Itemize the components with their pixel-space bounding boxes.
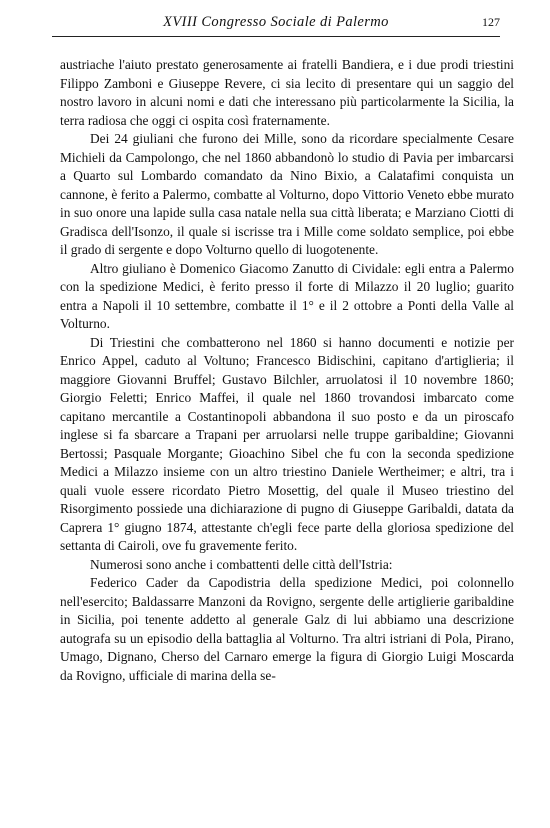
paragraph: Numerosi sono anche i combattenti delle città dell'Istria: [90,556,393,572]
running-header [52,14,500,38]
paragraph: Di Triestini che combatterono nel 1860 si hanno documenti e notizie per Enrico Appel, caduto al Voltuno; Francesco Bidischini, capitano d'artiglieria; il maggiore Giovanni Bruffel; Gustavo Bilchler, arruolatosi il 10 novembre 1860; Giorgio Feletti; Enrico Maffei, il quale nel 1860 trovandosi imbarcato come capitano mercantile a Costantinopoli abbandona il suo posto e da un piroscafo inglese si fa sbarcare a Trapani per arruolarsi nelle truppe garibaldine; Giovanni Bertossi; Pasquale Morgante; Gioachino Sibel che fu con la seconda spedizione Medici a Milazzo insieme con un altro triestino Daniele Wertheimer; e altri, tra i quali vuole essere ricordato Pietro Mosettig, del quale il Museo triestino del Risorgimento possiede una dichiarazione di pugno di Giuseppe Garibaldi, datata da Caprera 1° giugno 1874, attestante ch'egli fece parte della gloriosa spedizione del settanta di Cairoli, ove fu gravemente ferito. [60,334,514,553]
paragraph: Altro giuliano è Domenico Giacomo Zanutto di Cividale: egli entra a Palermo con la spedizione Medici, è ferito presso il forte di Milazzo il 20 luglio; guarito entra a Napoli il 10 settembre, combatte il 1° e il 2 ottobre a Ponti della Valle al Volturno. [60,260,514,331]
header-rule [52,36,500,37]
page-number: 127 [482,15,500,29]
paragraph: austriache l'aiuto prestato generosamente ai fratelli Bandiera, e i due prodi triestini Filippo Zamboni e Giuseppe Revere, ci sia lecito di presentare qui un saggio del nostro lavoro in alcuni nomi e dati che interessano più particolarmente la Sicilia, la terra radiosa che oggi ci ospita così fraternamente. [60,57,514,128]
paragraph: Dei 24 giuliani che furono dei Mille, sono da ricordare specialmente Cesare Michieli da Campolongo, che nel 1860 abbandonò lo studio di Pavia per imbarcarsi a Quarto sul Lombardo comandato da Nino Bixio, a Calatafimi conquista un cannone, è ferito a Palermo, combatte al Volturno, dopo Vittorio Veneto ebbe murato in suo onore una lapide sulla casa natale nella sua città liberata; e Marziano Ciotti di Gradisca dell'Isonzo, il quale si iscrisse tra i Mille come soldato semplice, poi ebbe il grado di sergente e dopo Volturno quello di luogotenente. [60,131,514,257]
body-text [60,56,514,685]
paragraph: Federico Cader da Capodistria della spedizione Medici, poi colonnello nell'esercito; Baldassarre Manzoni da Rovigno, sergente delle artiglierie garibaldine in Sicilia, poi tenente addetto al generale Galz di lui abbiamo una descrizione autografa su un episodio della battaglia al Volturno. Tra altri istriani di Pola, Pirano, Umago, Dignano, Cherso del Carnaro emerge la figura di Giorgio Luigi Moscarda da Rovigno, ufficiale di marina della se- [60,575,514,683]
header-title: XVIII Congresso Sociale di Palermo [163,14,389,30]
